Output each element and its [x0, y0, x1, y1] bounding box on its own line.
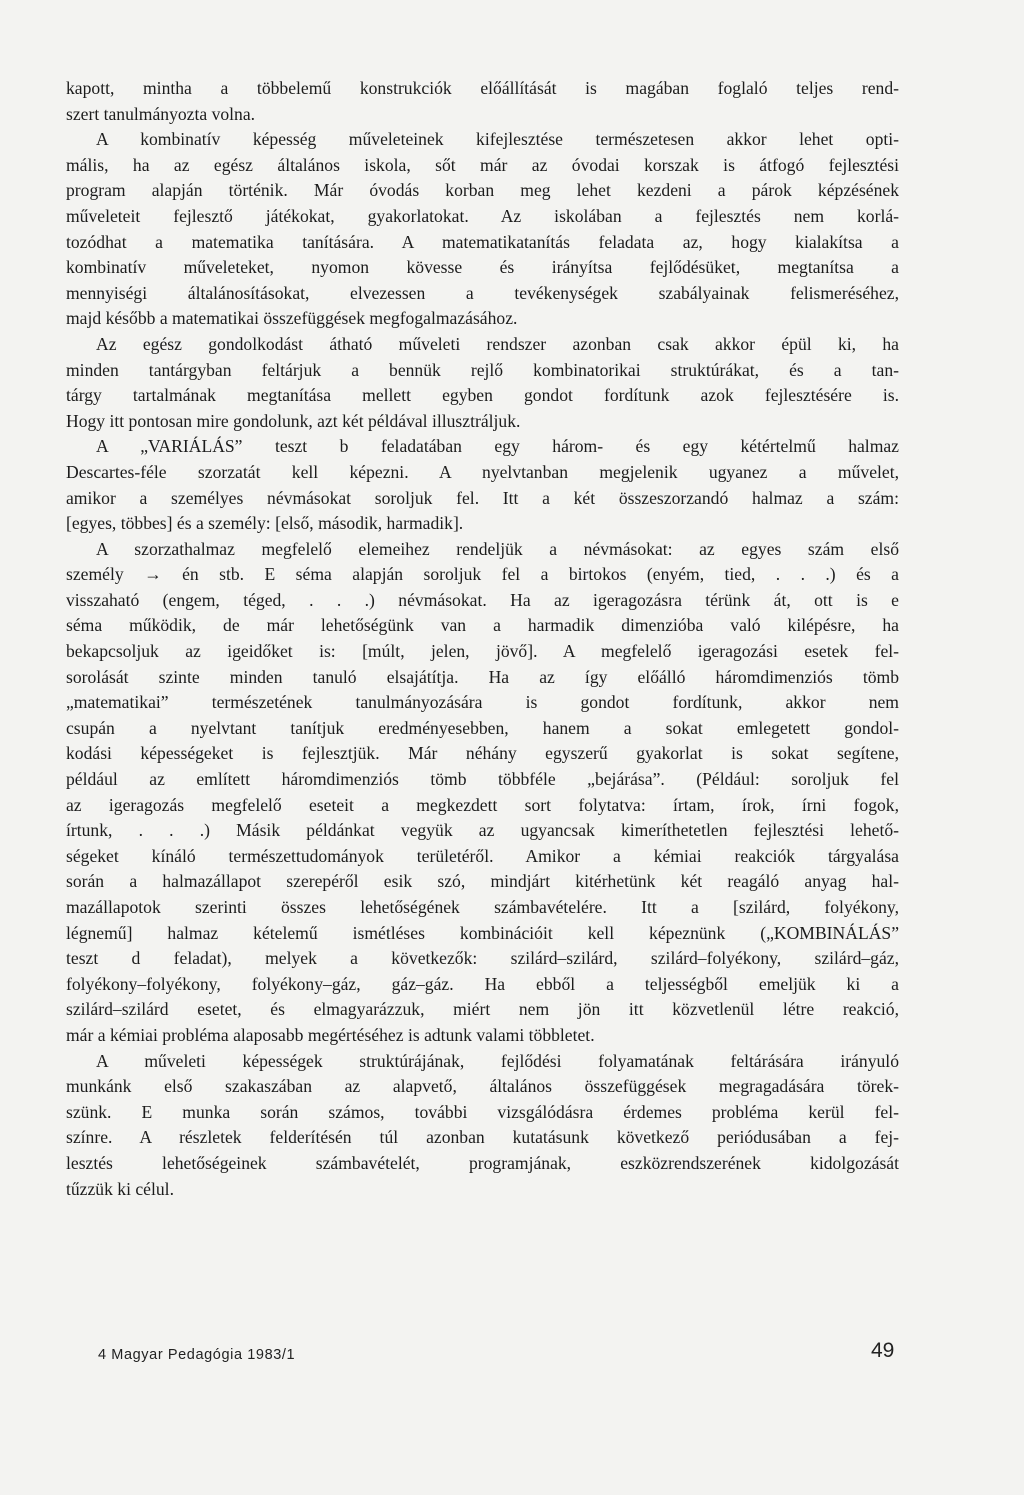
text-line: szünk. E munka során számos, további vizsgálódásra érdemes probléma kerül fel-	[66, 1101, 899, 1122]
text-line: séma működik, de már lehetőségünk van a harmadik dimenzióba való kilépésre, ha	[66, 615, 899, 636]
text-line: Az egész gondolkodást átható műveleti rendszer azonban csak akkor épül ki, ha	[96, 333, 899, 354]
text-line: légnemű] halmaz kételemű ismétléses kombinációit kell képeznünk („KOMBINÁLÁS”	[66, 922, 899, 943]
text-line: tozódhat a matematika tanítására. A matematikatanítás feladata az, hogy kialakítsa a	[66, 231, 899, 252]
text-line: A műveleti képességek struktúrájának, fejlődési folyamatának feltárására irányuló	[96, 1050, 899, 1071]
text-line: „matematikai” természetének tanulmányozására is gondot fordítunk, akkor nem	[66, 692, 899, 713]
text-line: az igeragozás megfelelő eseteit a megkezdett sort folytatva: írtam, írok, írni fogok,	[66, 794, 899, 815]
text-line: mazállapotok szerinti összes lehetőségének számbavételére. Itt a [szilárd, folyékony,	[66, 897, 899, 917]
text-line: teszt d feladat), melyek a következők: szilárd–szilárd, szilárd–folyékony, szilárd–gáz,	[66, 948, 899, 969]
text-line: tárgy tartalmának megtanítása mellett egyben gondot fordítunk azok fejlesztésére is.	[66, 385, 899, 406]
text-line: A szorzathalmaz megfelelő elemeihez rendeljük a névmásokat: az egyes szám első	[96, 538, 899, 559]
text-line: kodási képességeket is fejlesztjük. Már néhány egyszerű gyakorlat is sokat segítene,	[66, 743, 899, 764]
text-line: színre. A részletek felderítésén túl azonban kutatásunk következő periódusában a fej-	[66, 1127, 899, 1148]
text-line: visszaható (engem, téged, . . .) névmásokat. Ha az igeragozásra térünk át, ott is e	[66, 589, 899, 610]
text-line: írtunk, . . .) Másik példánkat vegyük az ugyancsak kimeríthetetlen fejlesztési lehető-	[66, 820, 899, 841]
text-line: szert tanulmányozta volna.	[66, 103, 256, 124]
text-line: program alapján történik. Már óvodás korban meg lehet kezdeni a párok képzésének	[66, 180, 899, 201]
text-line: A kombinatív képesség műveleteinek kifejlesztése természetesen akkor lehet opti-	[96, 129, 899, 150]
text-line: sorolását szinte minden tanuló elsajátítja. Ha az így előálló háromdimenziós tömb	[66, 666, 899, 687]
text-line: majd később a matematikai összefüggések megfogalmazásához.	[66, 308, 518, 329]
text-line: műveleteit fejlesztő játékokat, gyakorlatokat. Az iskolában a fejlesztés nem korlá-	[66, 205, 899, 226]
text-line: Hogy itt pontosan mire gondolunk, azt két példával illusztráljuk.	[66, 410, 521, 431]
text-line: mális, ha az egész általános iskola, sőt már az óvodai korszak is átfogó fejlesztési	[66, 154, 899, 175]
text-line: mennyiségi általánosításokat, elvezessen a tevékenységek szabályainak felismeréséhez,	[66, 282, 899, 303]
text-line: folyékony–folyékony, folyékony–gáz, gáz–gáz. Ha ebből a teljességből emeljük ki a	[66, 973, 899, 994]
text-line: kombinatív műveleteket, nyomon kövesse és irányítsa fejlődésüket, megtanítsa a	[66, 257, 899, 278]
text-line: lesztés lehetőségeinek számbavételét, programjának, eszközrendszerének kidolgozását	[66, 1152, 899, 1173]
text-line: kapott, mintha a többelemű konstrukciók előállítását is magában foglaló teljes rend-	[66, 78, 899, 98]
text-line: bekapcsoljuk az igeidőket is: [múlt, jelen, jövő]. A megfelelő igeragozási esetek fel-	[66, 641, 899, 662]
body-text	[66, 76, 899, 1202]
text-line: amikor a személyes névmásokat soroljuk fel. Itt a két összeszorzandó halmaz a szám:	[66, 487, 899, 508]
text-line: munkánk első szakaszában az alapvető, általános összefüggések megragadására törek-	[66, 1076, 899, 1097]
text-line: Descartes-féle szorzatát kell képezni. A nyelvtanban megjelenik ugyanez a művelet,	[66, 461, 899, 482]
page-number: 49	[871, 1339, 895, 1362]
text-line: személy → én stb. E séma alapján soroljuk fel a birtokos (enyém, tied, . . .) és a	[66, 564, 899, 585]
text-line: például az említett háromdimenziós tömb többféle „bejárása”. (Például: soroljuk fel	[66, 769, 899, 790]
text-line: minden tantárgyban feltárjuk a bennük rejlő kombinatorikai struktúrákat, és a tan-	[66, 359, 899, 380]
text-line: A „VARIÁLÁS” teszt b feladatában egy három- és egy kétértelmű halmaz	[96, 436, 899, 457]
text-line: [egyes, többes] és a személy: [első, második, harmadik].	[66, 513, 464, 534]
text-line: során a halmazállapot szerepéről esik szó, mindjárt kitérhetünk két reagáló anyag hal-	[66, 871, 899, 892]
text-line: szilárd–szilárd esetet, és elmagyarázzuk, miért nem jön itt közvetlenül létre reakció,	[66, 999, 899, 1020]
text-line: már a kémiai probléma alaposabb megértéséhez is adtunk valami többletet.	[66, 1024, 595, 1045]
text-line: tűzzük ki célul.	[66, 1178, 174, 1199]
text-line: ségeket kínáló természettudományok területéről. Amikor a kémiai reakciók tárgyalása	[66, 845, 899, 866]
journal-signature: 4 Magyar Pedagógia 1983/1	[98, 1347, 296, 1363]
text-line: csupán a nyelvtant tanítjuk eredményesebben, hanem a sokat emlegetett gondol-	[66, 717, 899, 738]
